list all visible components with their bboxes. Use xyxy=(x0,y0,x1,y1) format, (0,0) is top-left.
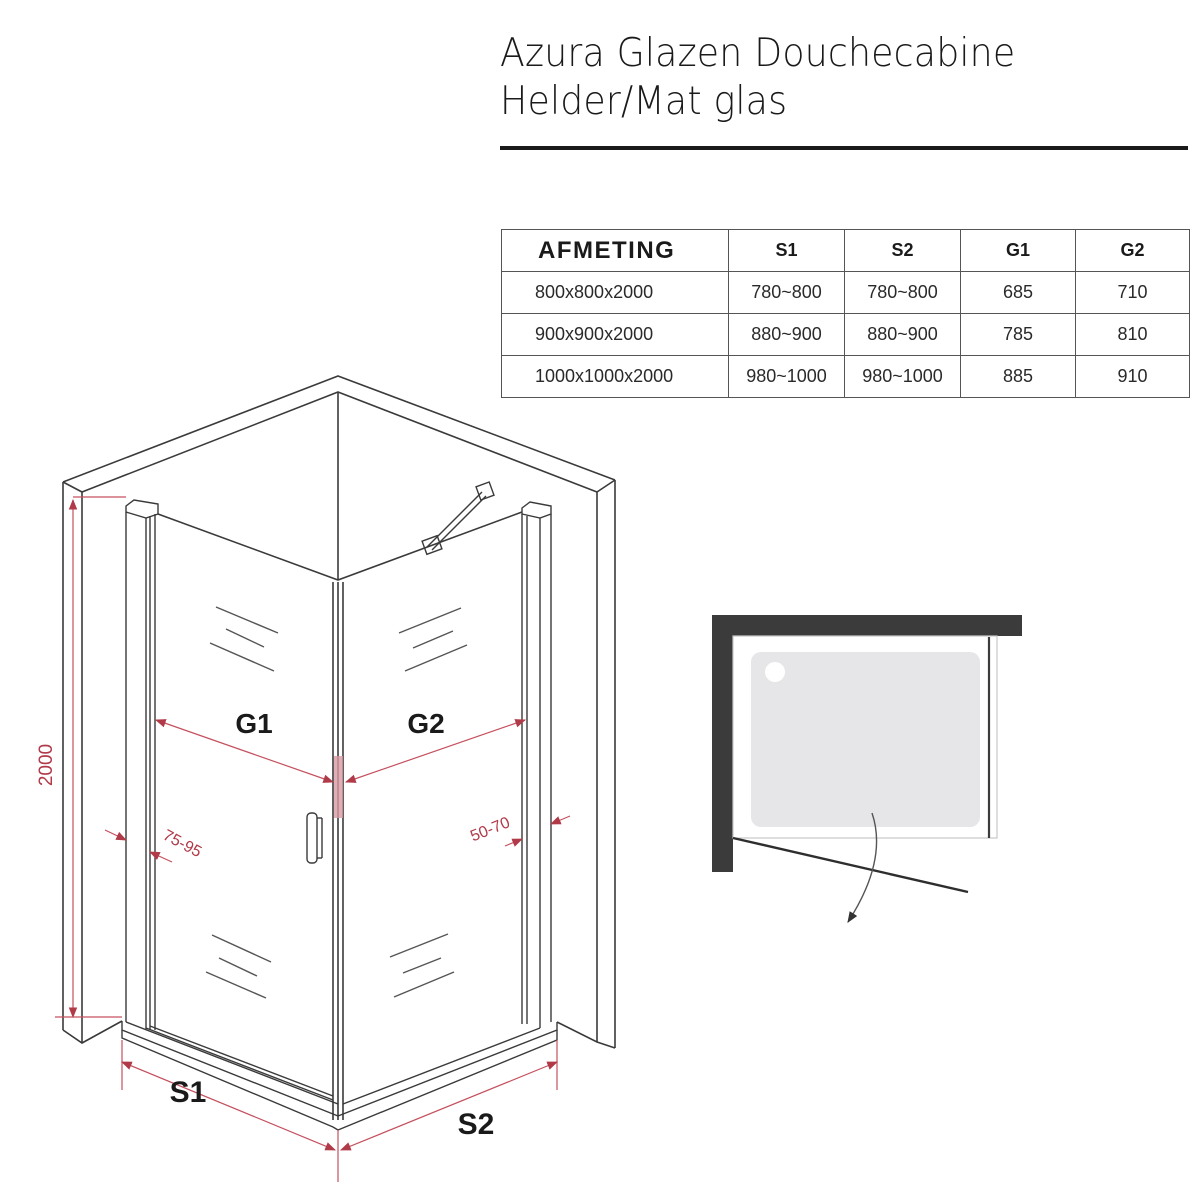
product-title: Azura Glazen Douchecabine xyxy=(500,31,1016,76)
cell-size: 800x800x2000 xyxy=(502,272,729,314)
cell-g2: 710 xyxy=(1076,272,1190,314)
wall-corner-icon xyxy=(712,615,1022,636)
cell-g1: 685 xyxy=(961,272,1076,314)
header-afmeting: AFMETING xyxy=(502,230,729,272)
cell-g2: 910 xyxy=(1076,356,1190,398)
cell-s1: 780~800 xyxy=(729,272,845,314)
cell-g1: 785 xyxy=(961,314,1076,356)
header-s1: S1 xyxy=(729,230,845,272)
stabilizer-bar-icon xyxy=(422,482,494,554)
label-s1: S1 xyxy=(169,1076,207,1109)
drain-icon xyxy=(765,662,785,682)
header-s2: S2 xyxy=(845,230,961,272)
dimension-lines xyxy=(55,497,570,1182)
header-g1: G1 xyxy=(961,230,1076,272)
cell-s2: 980~1000 xyxy=(845,356,961,398)
right-wall-profile xyxy=(522,502,551,1028)
label-height-2000: 2000 xyxy=(36,743,57,787)
shower-tray-icon xyxy=(751,652,980,827)
product-subtitle: Helder/Mat glas xyxy=(500,79,788,124)
door-panel-line xyxy=(733,838,968,892)
cell-g2: 810 xyxy=(1076,314,1190,356)
label-g1: G1 xyxy=(235,708,273,739)
cell-s1: 980~1000 xyxy=(729,356,845,398)
cell-s2: 880~900 xyxy=(845,314,961,356)
cell-s2: 780~800 xyxy=(845,272,961,314)
label-g2: G2 xyxy=(407,708,445,739)
cell-g1: 885 xyxy=(961,356,1076,398)
door-handle-icon xyxy=(307,813,322,863)
cell-s1: 880~900 xyxy=(729,314,845,356)
label-s2: S2 xyxy=(457,1108,495,1141)
cell-size: 1000x1000x2000 xyxy=(502,356,729,398)
header-g2: G2 xyxy=(1076,230,1190,272)
cell-size: 900x900x2000 xyxy=(502,314,729,356)
plan-view xyxy=(712,615,1022,922)
label-right-adjust: 50-70 xyxy=(468,814,513,846)
left-wall-profile xyxy=(126,500,158,1030)
label-left-adjust: 75-95 xyxy=(160,826,205,862)
